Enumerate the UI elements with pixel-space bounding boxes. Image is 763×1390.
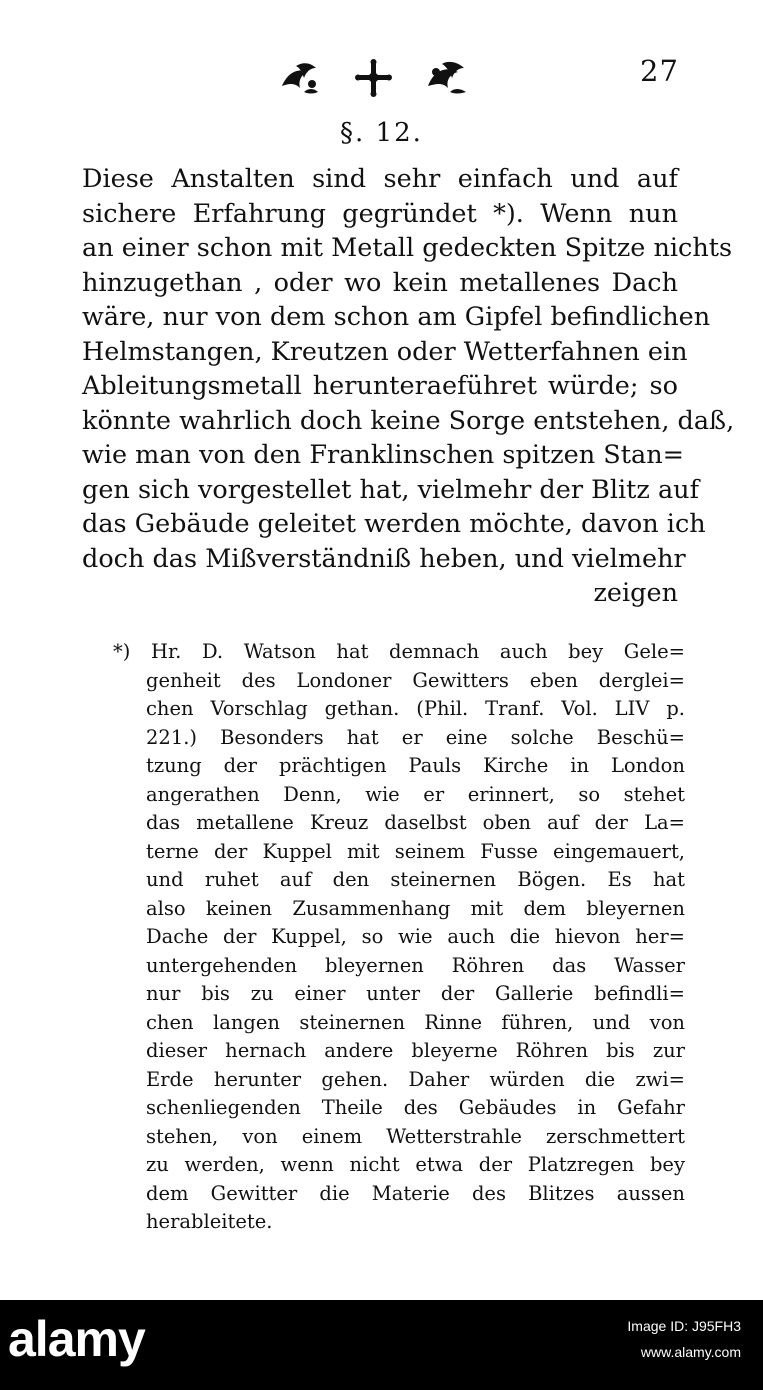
image-id-label: Image ID: J95FH3 bbox=[627, 1318, 741, 1334]
footnote-line: 221.) Besonders hat er eine solche Beschü= bbox=[146, 725, 685, 749]
catchword: zeigen bbox=[593, 578, 678, 608]
footnote bbox=[113, 638, 685, 1237]
body-line: Diese Anstalten sind sehr einfach und auf bbox=[82, 164, 678, 194]
footnote-line: schenliegenden Theile des Gebäudes in Gefahr bbox=[146, 1096, 685, 1119]
footnote-line: nur bis zu einer unter der Gallerie befindli= bbox=[146, 982, 685, 1005]
footnote-line: chen langen steinernen Rinne führen, und von bbox=[146, 1010, 685, 1034]
footnote-line: Erde herunter gehen. Daher würden die zwi= bbox=[146, 1067, 685, 1091]
body-line: hinzugethan , oder wo kein metallenes Dach bbox=[82, 267, 678, 298]
footnote-line: Dache der Kuppel, so wie auch die hievon her= bbox=[146, 925, 685, 948]
body-line: gen sich vorgestellet hat, vielmehr der Blitz auf bbox=[82, 474, 700, 505]
footnote-line: chen Vorschlag gethan. (Phil. Tranf. Vol. LIV p. bbox=[146, 697, 685, 720]
body-line: wäre, nur von dem schon am Gipfel befindlichen bbox=[82, 302, 711, 332]
body-paragraph bbox=[82, 162, 735, 611]
footnote-line: untergehenden bleyernen Röhren das Wasser bbox=[146, 953, 685, 977]
body-line: Ableitungsmetall herunteraeführet würde; so bbox=[82, 371, 678, 401]
footnote-line: stehen, von einem Wetterstrahle zerschmettert bbox=[146, 1124, 685, 1148]
footnote-line: genheit des Londoner Gewitters eben derglei= bbox=[146, 668, 685, 692]
footnote-line: dieser hernach andere bleyerne Röhren bis zur bbox=[146, 1039, 685, 1062]
watermark-banner bbox=[0, 1300, 763, 1390]
body-line: könnte wahrlich doch keine Sorge entstehen, daß, bbox=[82, 405, 735, 436]
body-line: an einer schon mit Metall gedeckten Spitze nichts bbox=[82, 233, 733, 263]
body-line: wie man von den Franklinschen spitzen Stan= bbox=[82, 440, 685, 470]
footnote-line: also keinen Zusammenhang mit dem bleyernen bbox=[146, 896, 685, 920]
body-line: Helmstangen, Kreutzen oder Wetterfahnen ein bbox=[82, 336, 688, 367]
section-title: §. 12. bbox=[340, 118, 423, 148]
footnote-line: dem Gewitter die Materie des Blitzes aussen bbox=[146, 1181, 685, 1205]
footnote-line: zu werden, wenn nicht etwa der Platzregen bey bbox=[146, 1153, 685, 1176]
banner-url: www.alamy.com bbox=[640, 1344, 741, 1360]
page-number: 27 bbox=[640, 54, 679, 88]
body-line: doch das Mißverständniß heben, und vielmehr bbox=[82, 543, 686, 574]
body-line: sichere Erfahrung gegründet *). Wenn nun bbox=[82, 198, 678, 229]
footnote-line: herableitete. bbox=[146, 1210, 273, 1233]
ornament-vignette-icon bbox=[278, 58, 470, 98]
footnote-line: angerathen Denn, wie er erinnert, so stehet bbox=[146, 782, 685, 806]
footnote-line: tzung der prächtigen Pauls Kirche in London bbox=[146, 754, 685, 777]
footnote-line: und ruhet auf den steinernen Bögen. Es hat bbox=[146, 868, 685, 891]
body-line: das Gebäude geleitet werden möchte, davon ich bbox=[82, 509, 706, 539]
footnote-line: *) Hr. D. Watson hat demnach auch bey Gele= bbox=[113, 640, 685, 663]
footnote-line: terne der Kuppel mit seinem Fusse eingemauert, bbox=[146, 839, 685, 863]
footnote-line: das metallene Kreuz daselbst oben auf der La= bbox=[146, 811, 685, 834]
alamy-logo: alamy bbox=[8, 1311, 145, 1367]
